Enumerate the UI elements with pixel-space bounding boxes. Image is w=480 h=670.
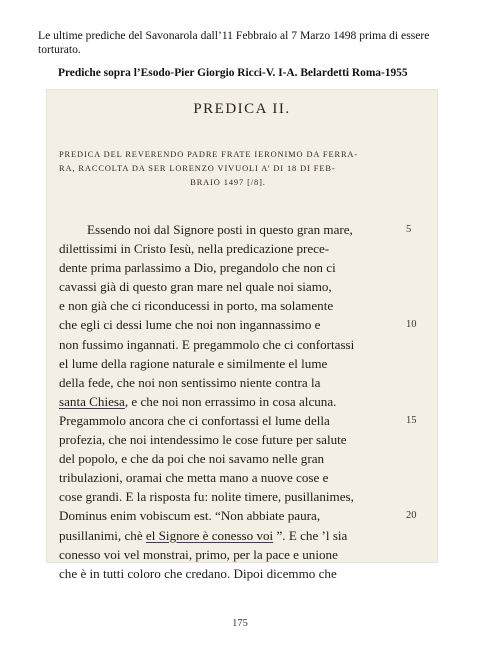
sermon-body bbox=[59, 220, 399, 583]
body-line: tribulazioni, oramai che metta mano a nuove cose e bbox=[59, 470, 329, 486]
body-line-text: pusillanimi, chè bbox=[59, 527, 146, 543]
body-line: dente prima parlassimo a Dio, pregandolo che non ci bbox=[59, 260, 336, 276]
body-line bbox=[59, 392, 399, 411]
body-line-text: ”. E che ’l sia bbox=[273, 527, 348, 543]
scanned-page bbox=[46, 89, 438, 581]
line-number: 5 bbox=[406, 224, 412, 235]
heading-line: BRAIO 1497 [/8]. bbox=[190, 178, 266, 187]
body-line: profezia, che noi intendessimo le cose future per salute bbox=[59, 432, 347, 448]
body-line: cose grandi. E la risposta fu: nolite timere, pusillanimes, bbox=[59, 489, 354, 505]
predica-title: PREDICA II. bbox=[193, 101, 291, 117]
body-line: dilettissimi in Cristo Iesù, nella predicazione prece- bbox=[59, 241, 330, 257]
body-line: el lume della ragione naturale e similmente el lume bbox=[59, 355, 328, 371]
source-citation: Prediche sopra l’Esodo-Pier Giorgio Ricci-V. I-A. Belardetti Roma-1955 bbox=[58, 67, 408, 79]
body-line: che egli ci dessi lume che noi non ingannassimo e bbox=[59, 317, 321, 333]
heading-line: RA, RACCOLTA DA SER LORENZO VIVUOLI A’ DI 18 DI FEB- bbox=[59, 164, 336, 173]
page-number: 175 bbox=[232, 618, 248, 629]
body-line bbox=[59, 526, 399, 545]
body-line: e non già che ci riconducessi in porto, ma solamente bbox=[59, 298, 334, 314]
body-line: conesso voi vel monstrai, primo, per la pace e unione bbox=[59, 546, 338, 562]
body-line: che è in tutti coloro che credano. Dipoi dicemmo che bbox=[59, 565, 337, 581]
body-line: Pregammolo ancora che ci confortassi el lume della bbox=[59, 412, 330, 428]
line-number: 20 bbox=[406, 510, 417, 522]
sermon-heading bbox=[59, 148, 397, 190]
underlined-phrase-santa-chiesa: santa Chiesa bbox=[59, 393, 125, 409]
line-number: 15 bbox=[406, 414, 417, 426]
body-line: della fede, che noi non sentissimo niente contra la bbox=[59, 374, 321, 390]
heading-line: PREDICA DEL REVERENDO PADRE FRATE IERONIMO DA FERRA- bbox=[59, 150, 359, 159]
line-number: 10 bbox=[406, 319, 417, 331]
body-line: Dominus enim vobiscum est. “Non abbiate paura, bbox=[59, 508, 321, 524]
body-line: del popolo, e che da poi che noi savamo nelle gran bbox=[59, 451, 325, 467]
line-number-margin bbox=[406, 220, 430, 526]
body-line: non fussimo ingannati. E pregammolo che ci confortassi bbox=[59, 336, 355, 352]
underlined-phrase-signore: el Signore è conesso voi bbox=[145, 527, 274, 543]
intro-text: Le ultime prediche del Savonarola dall’11 Febbraio al 7 Marzo 1498 prima di essere torturato. bbox=[38, 29, 430, 56]
body-line: cavassi già di questo gran mare nel quale noi siamo, bbox=[59, 279, 332, 295]
body-line: Essendo noi dal Signore posti in questo gran mare, bbox=[87, 222, 353, 237]
body-line-text: , e che noi non errassimo in cosa alcuna. bbox=[124, 393, 337, 409]
